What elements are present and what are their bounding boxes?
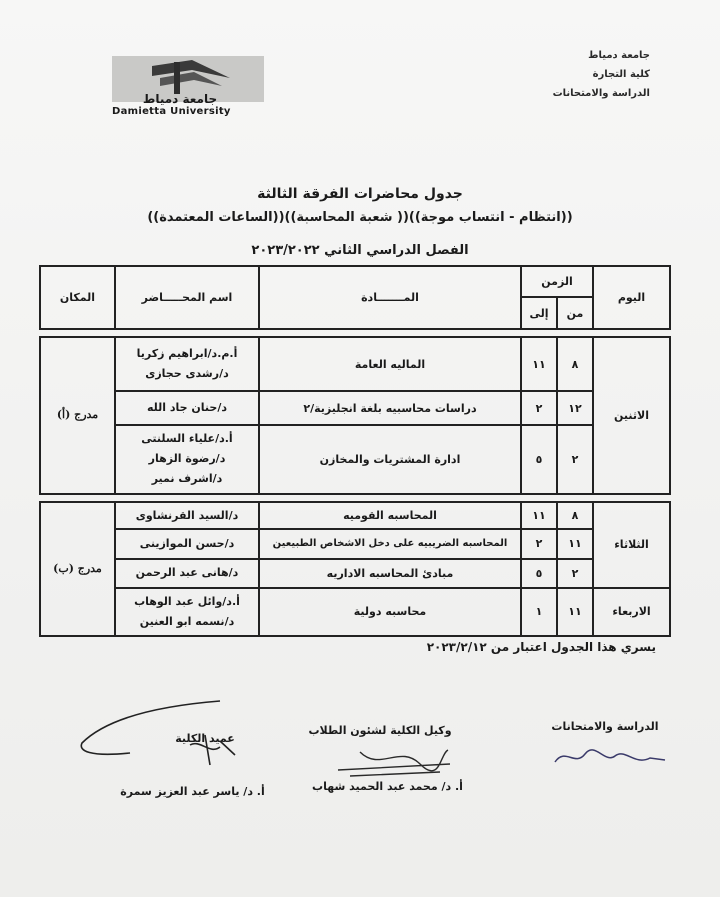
- schedule-subtitle: ((انتظام - انتساب موجة))(( شعبة المحاسبة))((الساعات المعتمدة)): [147, 210, 573, 225]
- hall-a: مدرج (أ): [40, 337, 115, 494]
- subject-cell: ادارة المشتريات والمخازن: [259, 425, 521, 494]
- time-from: ١٢: [557, 391, 593, 424]
- time-to: ٥: [521, 425, 557, 494]
- schedule-table: [39, 265, 669, 637]
- time-to: ١: [521, 588, 557, 636]
- vice-dean-signature-icon: [330, 742, 460, 782]
- lecturer-cell: [115, 337, 259, 391]
- semester-line: الفصل الدراسي الثاني ٢٠٢٣/٢٠٢٢: [251, 243, 469, 258]
- lecturer-name: د/رضوة الزهار: [148, 452, 226, 466]
- lecturer-cell: [115, 425, 259, 494]
- logo-arabic-text: جامعة دمياط: [142, 92, 218, 106]
- time-to: ١١: [521, 337, 557, 391]
- lecturer-cell: [115, 391, 259, 424]
- header-place: المكان: [40, 266, 115, 329]
- lecturer-name: د/رشدى حجازى: [145, 367, 229, 381]
- time-from: ٨: [557, 337, 593, 391]
- time-to: ٥: [521, 559, 557, 588]
- lecturer-name: د/السيد القرنشاوى: [135, 508, 239, 522]
- time-from: ٢: [557, 559, 593, 588]
- subject-cell: مبادئ المحاسبه الاداريه: [259, 559, 521, 588]
- faculty-name: كلية التجارة: [592, 69, 650, 80]
- time-from: ٢: [557, 425, 593, 494]
- lecturer-name: د/حنان جاد الله: [146, 401, 228, 415]
- lecturer-name: د/حسن الموازينى: [139, 536, 235, 550]
- subject-cell: دراسات محاسبيه بلغة انجليزية/٢: [259, 391, 521, 424]
- lecturer-cell: [115, 588, 259, 636]
- dean-signature-icon: [70, 695, 260, 775]
- time-from: ١١: [557, 529, 593, 558]
- subject-cell: محاسبه دولية: [259, 588, 521, 636]
- lecturer-name: أ.د/وائل عبد الوهاب: [134, 594, 240, 608]
- time-to: ٢: [521, 391, 557, 424]
- schedule-title: جدول محاضرات الفرقة الثالثة: [257, 186, 463, 202]
- lecturer-name: أ.د/علياء السلنتى: [141, 432, 233, 446]
- exams-signature-icon: [550, 742, 670, 772]
- header-time: الزمن: [521, 266, 593, 297]
- lecturer-name: أ.م.د/ابراهيم زكريا: [136, 347, 238, 361]
- lecturer-name: د/اشرف نمير: [151, 472, 223, 486]
- exams-office-title: الدراسة والامتحانات: [551, 720, 659, 733]
- lecturer-name: د/هانى عبد الرحمن: [135, 566, 239, 580]
- header-from: من: [557, 297, 593, 328]
- time-from: ١١: [557, 588, 593, 636]
- lecturer-cell: [115, 502, 259, 529]
- header-to: إلى: [521, 297, 557, 328]
- dean-title: عميد الكلية: [175, 732, 235, 745]
- time-to: ٢: [521, 529, 557, 558]
- day-wednesday: الاربعاء: [593, 588, 670, 636]
- header-day: اليوم: [593, 266, 670, 329]
- lecturer-cell: [115, 559, 259, 588]
- time-to: ١١: [521, 502, 557, 529]
- vice-dean-name: أ. د/ محمد عبد الحميد شهاب: [312, 780, 463, 793]
- effective-date-note: يسري هذا الجدول اعتبار من ٢٠٢٣/٢/١٢: [426, 640, 656, 654]
- header-subject: المـــــــادة: [259, 266, 521, 329]
- header-lecturer: اسم المحـــــاضر: [115, 266, 259, 329]
- department-name: الدراسة والامتحانات: [552, 88, 650, 99]
- university-name: جامعة دمياط: [588, 50, 650, 61]
- vice-dean-title: وكيل الكلية لشئون الطلاب: [308, 724, 452, 737]
- subject-cell: المحاسبه القوميه: [259, 502, 521, 529]
- hall-b: مدرج (ب): [40, 502, 115, 636]
- university-logo: [112, 56, 264, 120]
- time-from: ٨: [557, 502, 593, 529]
- institution-header: [510, 46, 650, 103]
- day-tuesday: الثلاثاء: [593, 502, 670, 588]
- lecturer-cell: [115, 529, 259, 558]
- subject-cell: المحاسبه الضريبيه على دخل الاشخاص الطبيعين: [259, 529, 521, 558]
- dean-name: أ. د/ ياسر عبد العزيز سمرة: [120, 785, 265, 798]
- subject-cell: الماليه العامة: [259, 337, 521, 391]
- day-monday: الاثنين: [593, 337, 670, 494]
- logo-english-text: Damietta University: [112, 106, 231, 117]
- lecturer-name: د/نسمه ابو العنين: [139, 614, 235, 628]
